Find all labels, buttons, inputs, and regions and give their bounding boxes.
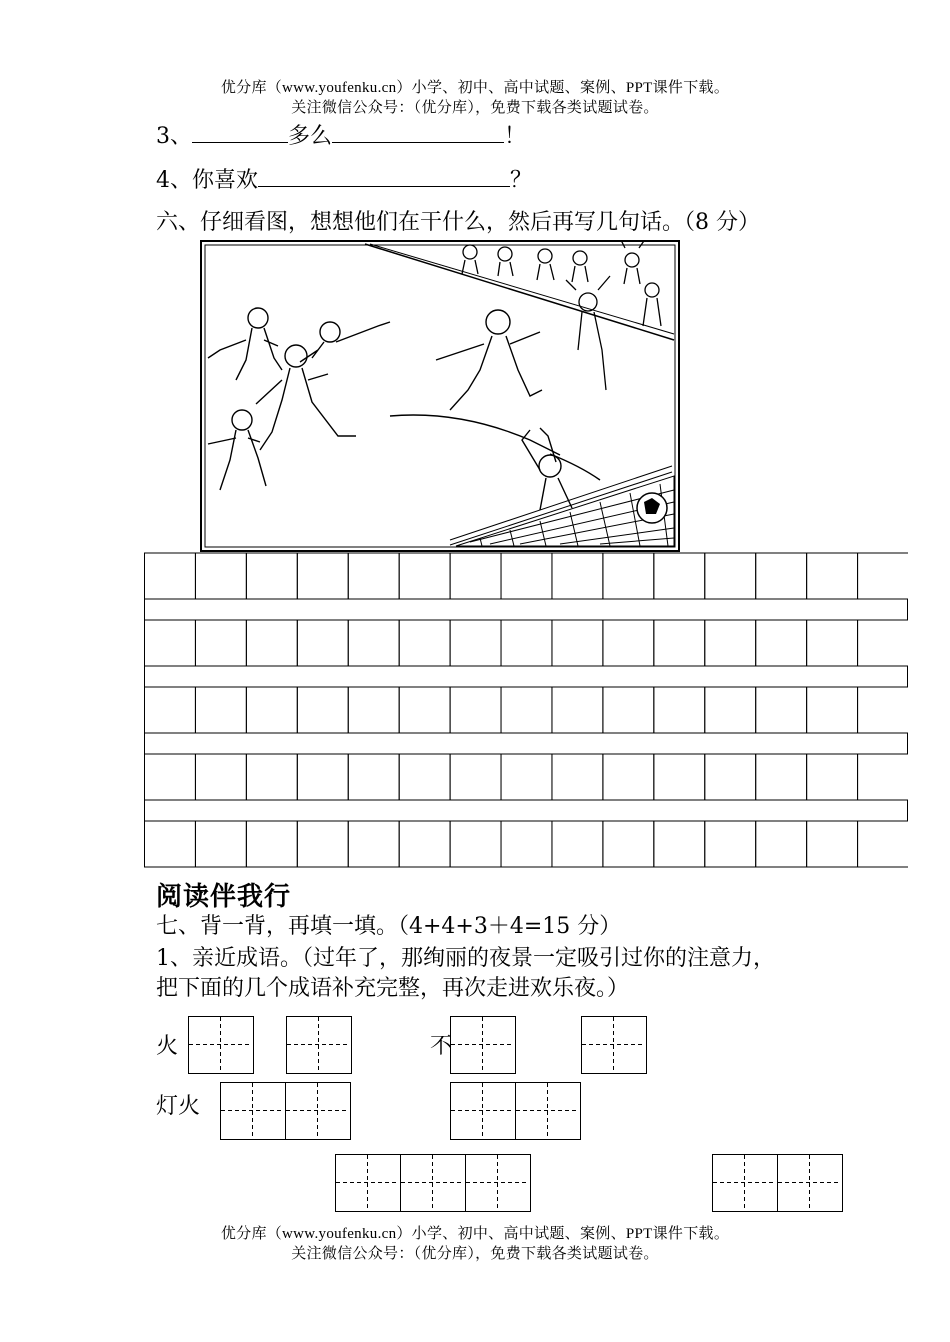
writing-cell[interactable]: [297, 620, 348, 666]
footer-line-1: 优分库（www.youfenku.cn）小学、初中、高中试题、案例、PPT课件下载。: [220, 1226, 730, 1242]
idiom-answer-box[interactable]: [285, 1082, 351, 1140]
football-illustration: [200, 240, 680, 552]
writing-cell[interactable]: [603, 821, 654, 867]
writing-cell[interactable]: [705, 687, 756, 733]
idiom-answer-box[interactable]: [450, 1016, 516, 1074]
idiom-answer-box[interactable]: [515, 1082, 581, 1140]
idiom-answer-box[interactable]: [712, 1154, 778, 1212]
idiom-answer-box[interactable]: [286, 1016, 352, 1074]
writing-cell[interactable]: [195, 821, 246, 867]
writing-cell[interactable]: [297, 553, 348, 599]
question-4-prefix: 你喜欢: [192, 168, 259, 193]
writing-cell[interactable]: [756, 754, 807, 800]
idiom-answer-box[interactable]: [188, 1016, 254, 1074]
idiom-answer-box[interactable]: [777, 1154, 843, 1212]
idiom-answer-box[interactable]: [450, 1082, 516, 1140]
writing-cell[interactable]: [807, 821, 858, 867]
section-7-item-1-line-2: 把下面的几个成语补充完整，再次走进欢乐夜。）: [156, 976, 630, 1001]
writing-cell[interactable]: [756, 620, 807, 666]
writing-cell[interactable]: [195, 754, 246, 800]
section-6-title: 六、仔细看图，想想他们在干什么，然后再写几句话。（8 分）: [156, 210, 760, 235]
writing-cell[interactable]: [195, 687, 246, 733]
writing-cell[interactable]: [145, 553, 196, 599]
writing-cell[interactable]: [603, 553, 654, 599]
writing-cell[interactable]: [501, 687, 552, 733]
writing-cell[interactable]: [705, 754, 756, 800]
idiom-2-given-char: 不: [430, 1034, 453, 1059]
writing-cell[interactable]: [195, 620, 246, 666]
writing-cell[interactable]: [348, 754, 399, 800]
writing-cell[interactable]: [756, 821, 807, 867]
writing-cell[interactable]: [145, 821, 196, 867]
writing-cell[interactable]: [654, 687, 705, 733]
writing-cell[interactable]: [348, 620, 399, 666]
header-line-2: 关注微信公众号：（优分库），免费下载各类试题试卷。: [291, 100, 659, 116]
writing-cell[interactable]: [807, 620, 858, 666]
header-line-1: 优分库（www.youfenku.cn）小学、初中、高中试题、案例、PPT课件下载。: [220, 80, 730, 96]
writing-cell[interactable]: [450, 821, 501, 867]
writing-cell[interactable]: [603, 687, 654, 733]
writing-cell[interactable]: [145, 687, 196, 733]
idiom-answer-box[interactable]: [400, 1154, 466, 1212]
writing-cell[interactable]: [450, 620, 501, 666]
writing-cell[interactable]: [450, 754, 501, 800]
idiom-answer-box[interactable]: [335, 1154, 401, 1212]
writing-cell[interactable]: [552, 687, 603, 733]
writing-cell[interactable]: [399, 821, 450, 867]
writing-cell[interactable]: [756, 687, 807, 733]
writing-cell[interactable]: [552, 821, 603, 867]
question-4-blank[interactable]: [258, 164, 510, 187]
question-4-end: ？: [510, 168, 533, 193]
writing-cell[interactable]: [807, 553, 858, 599]
writing-cell[interactable]: [858, 620, 908, 666]
writing-cell[interactable]: [348, 687, 399, 733]
question-3-end: ！: [504, 124, 527, 149]
writing-cell[interactable]: [246, 553, 297, 599]
writing-cell[interactable]: [399, 620, 450, 666]
writing-cell[interactable]: [348, 821, 399, 867]
section-7-item-1-line-1: 1、亲近成语。（过年了，那绚丽的夜景一定吸引过你的注意力，: [156, 946, 775, 971]
writing-cell[interactable]: [246, 620, 297, 666]
section-7-title: 七、背一背，再填一填。（4+4+3＋4=15 分）: [156, 914, 622, 939]
writing-cell[interactable]: [246, 687, 297, 733]
writing-cell[interactable]: [501, 821, 552, 867]
writing-cell[interactable]: [297, 821, 348, 867]
writing-cell[interactable]: [145, 754, 196, 800]
writing-row-spacer: [145, 800, 908, 821]
question-3-blank-1[interactable]: [192, 120, 288, 143]
writing-cell[interactable]: [654, 821, 705, 867]
idiom-answer-box[interactable]: [220, 1082, 286, 1140]
writing-cell[interactable]: [552, 620, 603, 666]
idiom-1-given-char: 火: [156, 1034, 179, 1059]
writing-row-spacer: [145, 599, 908, 620]
writing-cell[interactable]: [501, 754, 552, 800]
writing-cell[interactable]: [705, 553, 756, 599]
writing-cell[interactable]: [552, 754, 603, 800]
writing-cell[interactable]: [399, 687, 450, 733]
writing-cell[interactable]: [603, 754, 654, 800]
writing-cell[interactable]: [450, 553, 501, 599]
writing-cell[interactable]: [145, 620, 196, 666]
writing-cell[interactable]: [807, 687, 858, 733]
writing-cell[interactable]: [246, 754, 297, 800]
writing-cell[interactable]: [603, 620, 654, 666]
writing-cell[interactable]: [654, 754, 705, 800]
writing-cell[interactable]: [297, 687, 348, 733]
question-4-number: 4、: [156, 168, 192, 193]
writing-row-spacer: [145, 666, 908, 687]
question-3-number: 3、: [156, 124, 192, 149]
idiom-answer-box[interactable]: [581, 1016, 647, 1074]
writing-cell[interactable]: [399, 754, 450, 800]
writing-cell[interactable]: [756, 553, 807, 599]
writing-cell[interactable]: [858, 754, 908, 800]
writing-cell[interactable]: [297, 754, 348, 800]
writing-grid[interactable]: [144, 552, 908, 868]
writing-cell[interactable]: [654, 553, 705, 599]
reading-banner: 阅读伴我行: [156, 882, 292, 912]
idiom-answer-box[interactable]: [465, 1154, 531, 1212]
writing-cell[interactable]: [501, 620, 552, 666]
writing-cell[interactable]: [399, 553, 450, 599]
question-4: [156, 164, 532, 196]
writing-cell[interactable]: [858, 553, 908, 599]
question-3-middle: 多么: [288, 124, 333, 149]
writing-cell[interactable]: [195, 553, 246, 599]
footer-line-2: 关注微信公众号：（优分库），免费下载各类试题试卷。: [291, 1246, 659, 1262]
writing-cell[interactable]: [654, 620, 705, 666]
writing-cell[interactable]: [348, 553, 399, 599]
writing-cell[interactable]: [858, 821, 908, 867]
writing-row-spacer: [145, 733, 908, 754]
writing-cell[interactable]: [501, 553, 552, 599]
idiom-3-given-chars: 灯火: [156, 1094, 201, 1119]
writing-cell[interactable]: [552, 553, 603, 599]
writing-cell[interactable]: [705, 821, 756, 867]
writing-cell[interactable]: [807, 754, 858, 800]
writing-cell[interactable]: [246, 821, 297, 867]
writing-cell[interactable]: [705, 620, 756, 666]
writing-cell[interactable]: [450, 687, 501, 733]
writing-cell[interactable]: [858, 687, 908, 733]
question-3: [156, 120, 526, 152]
question-3-blank-2[interactable]: [332, 120, 504, 143]
